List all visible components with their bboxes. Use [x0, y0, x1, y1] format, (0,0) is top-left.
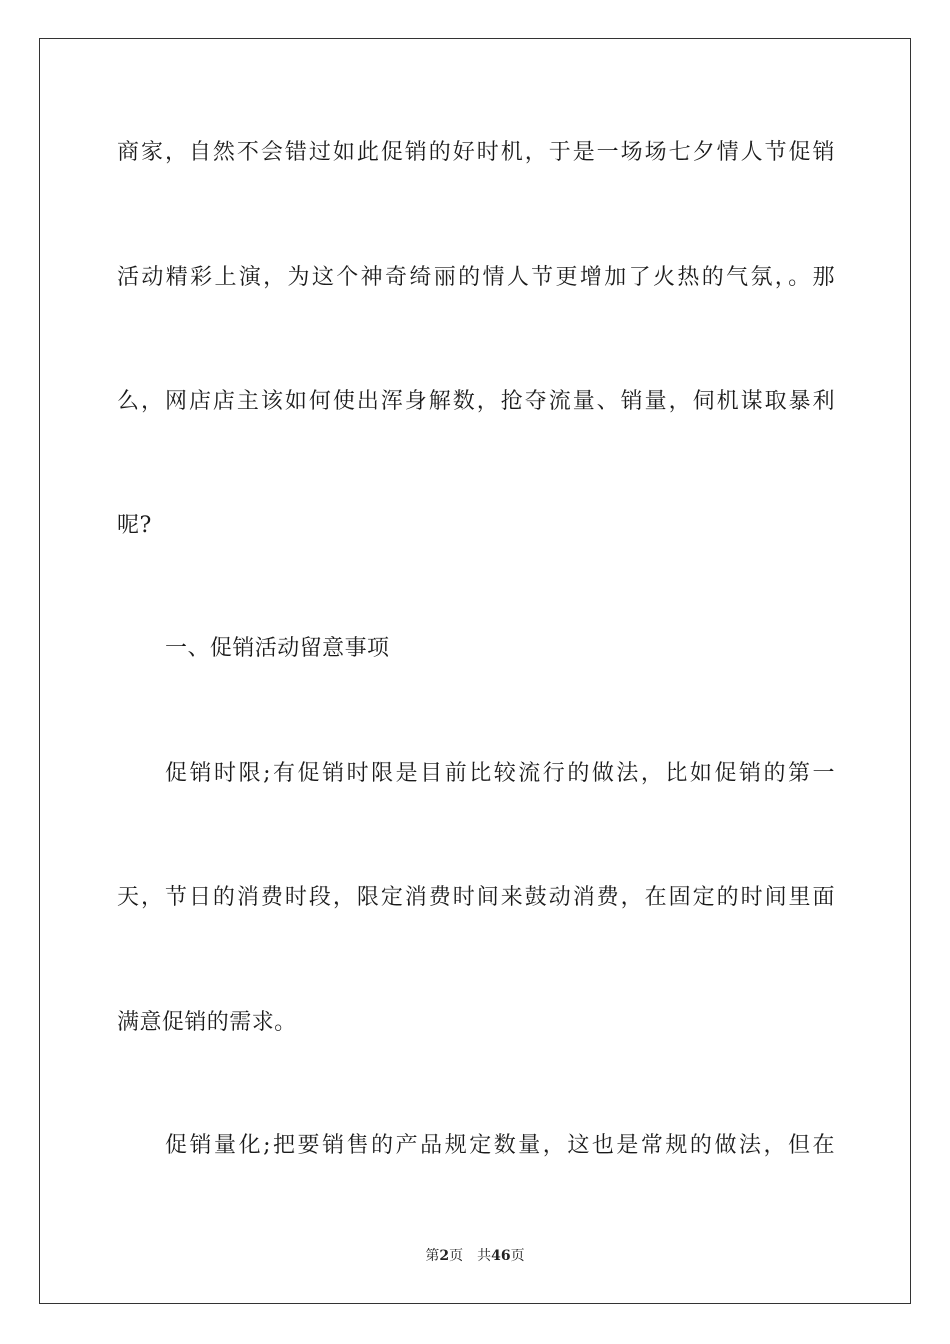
section-heading: 一、促销活动留意事项: [165, 636, 390, 661]
total-pages: 46: [491, 1248, 511, 1264]
page-number: 2: [439, 1248, 450, 1264]
paragraph-line: 商家，自然不会错过如此促销的好时机，于是一场场七夕情人节促销: [117, 140, 835, 165]
paragraph-line: 天，节日的消费时段，限定消费时间来鼓动消费，在固定的时间里面: [117, 885, 835, 910]
paragraph-line: 满意促销的需求。: [117, 1010, 297, 1035]
paragraph-line: 促销时限;有促销时限是目前比较流行的做法，比如促销的第一: [165, 761, 835, 786]
total-prefix: 共: [477, 1248, 492, 1264]
paragraph-line: 呢?: [117, 513, 152, 538]
page-border: [39, 38, 911, 1304]
page-prefix: 第: [425, 1248, 440, 1264]
total-suffix: 页: [510, 1248, 525, 1264]
paragraph-line: 活动精彩上演，为这个神奇绮丽的情人节更增加了火热的气氛，。那: [117, 265, 835, 290]
paragraph-line: 么，网店店主该如何使出浑身解数，抢夺流量、销量，伺机谋取暴利: [117, 389, 835, 414]
page-footer: [0, 1246, 950, 1266]
page-suffix: 页: [449, 1248, 464, 1264]
paragraph-line: 促销量化;把要销售的产品规定数量，这也是常规的做法，但在: [165, 1133, 835, 1158]
